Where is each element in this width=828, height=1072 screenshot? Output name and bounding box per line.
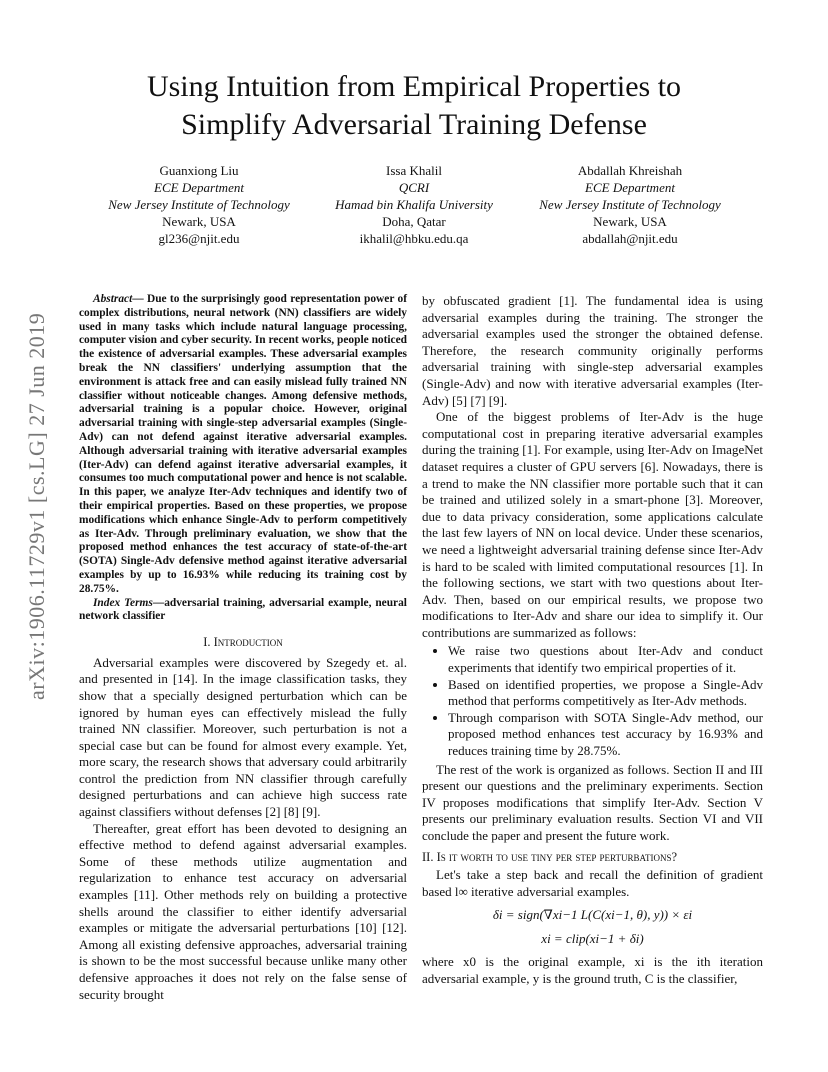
author-block-1 xyxy=(74,162,324,247)
author-inst: Hamad bin Khalifa University xyxy=(335,197,493,212)
abstract-text: — Due to the surprisingly good representation power of complex distributions, neural network (NN) classifiers are widely used in many tasks which include natural language processing, computer vision and cyber security. In recent works, people noticed the existence of adversarial examples. These adversarial examples break the NN classifiers' underlying assumption that the environment is attack free and can easily mislead fully trained NN classifier without noticeable changes. Among defensive methods, adversarial training is a popular choice. However, original adversarial training with single-step adversarial examples (Single-Adv) can not defend against iterative adversarial examples. Although adversarial training with iterative adversarial examples (Iter-Adv) can defend against iterative adversarial examples, it consumes too much computational power and hence is not scalable. In this paper, we analyze Iter-Adv techniques and identify two of their empirical properties. Based on these properties, we propose modifications which enhance Single-Adv to perform competitively as Iter-Adv. Through preliminary evaluation, we show that the proposed method enhances the test accuracy of state-of-the-art (SOTA) Single-Adv defensive method against iterative adversarial examples by up to 16.93% while reducing its training cost by 28.75%. xyxy=(79,293,407,595)
list-item: • Through comparison with SOTA Single-Adv method, our proposed method enhances test accuracy by 16.93% and reduces training time by 28.75%. xyxy=(448,710,763,760)
section-heading-introduction: I. Introduction xyxy=(203,635,283,650)
author-email: abdallah@njit.edu xyxy=(582,231,678,246)
author-block-3 xyxy=(505,162,755,247)
right-paragraph-2: One of the biggest problems of Iter-Adv is the huge computational cost in preparing iterative adversarial examples during the training [1]. For example, using Iter-Adv on ImageNet dataset requires a cluster of GPU servers [6]. Nowadays, there is a trend to make the NN classifier more portable such that it can be trained and utilized solely in a smart-phone [3]. Moreover, due to data privacy consideration, some applications calculate the last few layers of NN on local device. Under these scenarios, we need a lightweight adversarial training defense since Iter-Adv is hard to be scaled with limited computational resources [1]. In the following sections, we start with two questions about Iter-Adv. Then, based on our empirical results, we propose two modifications to Iter-Adv and share our idea to simplify it. Our contributions are summarized as follows: xyxy=(422,409,763,640)
paper-title xyxy=(0,68,828,144)
author-dept: ECE Department xyxy=(585,180,675,195)
author-loc: Newark, USA xyxy=(593,214,667,229)
arxiv-stamp: arXiv:1906.11729v1 [cs.LG] 27 Jun 2019 xyxy=(24,312,49,700)
intro-paragraph-2: Thereafter, great effort has been devoted to designing an effective method to defend against adversarial examples. Some of these methods utilize augmentation and regularization to enhance test accuracy on adversarial examples [11]. Other methods rely on building a protective shells around the classifier to either identify adversarial examples or mitigate the adversarial perturbations [10] [12]. Among all existing defensive approaches, adversarial training is shown to be the most successful because unlike many other defensive approaches it does not rely on the false sense of security brought xyxy=(79,820,407,1002)
left-column xyxy=(79,293,407,1003)
list-item: • We raise two questions about Iter-Adv and conduct experiments that identify two empirical properties of it. xyxy=(448,643,763,676)
contributions-list xyxy=(422,643,763,759)
title-line-1: Using Intuition from Empirical Properties to xyxy=(146,70,682,103)
index-terms-label: Index Terms xyxy=(93,596,153,609)
right-paragraph-3: The rest of the work is organized as follows. Section II and III present our questions and the preliminary experiments. Section IV proposes modifications that simplify Iter-Adv. Section V presents our preliminary evaluation results. Section VI and VII conclude the paper and present the future work. xyxy=(422,761,763,843)
right-paragraph-1: by obfuscated gradient [1]. The fundamental idea is using adversarial examples during the training. The stronger the adversarial examples used the stronger the obtained defense. Therefore, the research community originally performs adversarial training with single-step adversarial examples (Single-Adv) and now with iterative adversarial examples (Iter-Adv) [5] [7] [9]. xyxy=(422,293,763,408)
author-dept: QCRI xyxy=(398,180,430,195)
author-name: Issa Khalil xyxy=(386,163,442,178)
author-inst: New Jersey Institute of Technology xyxy=(108,197,290,212)
author-loc: Newark, USA xyxy=(162,214,236,229)
author-inst: New Jersey Institute of Technology xyxy=(539,197,721,212)
right-paragraph-5: where x0 is the original example, xi is the ith iteration adversarial example, y is the ground truth, C is the classifier, xyxy=(422,954,763,986)
title-line-2: Simplify Adversarial Training Defense xyxy=(181,108,647,141)
author-dept: ECE Department xyxy=(154,180,244,195)
author-name: Guanxiong Liu xyxy=(159,163,239,178)
author-email: ikhalil@hbku.edu.qa xyxy=(359,231,469,246)
author-email: gl236@njit.edu xyxy=(158,231,240,246)
section-heading-2: II. Is it worth to use tiny per step perturbations? xyxy=(422,849,678,864)
abstract-label: Abstract xyxy=(93,293,133,305)
intro-paragraph-1: Adversarial examples were discovered by Szegedy et. al. and presented in [14]. In the image classification tasks, they show that a specially designed perturbation which can be ignored by human eyes can effectively mislead the fully trained NN classifier. Moreover, such perturbation is not a special case but can be found for almost every example. Yet, more scary, the research shows that adversary could arbitrarily control the prediction from NN classifier through carefully designed perturbations and can achieve high success rate against classifiers without defenses [2] [8] [9]. xyxy=(79,654,407,820)
author-name: Abdallah Khreishah xyxy=(577,163,683,178)
index-terms xyxy=(79,597,407,625)
equation-2: xi = clip(xi−1 + δi) xyxy=(541,931,644,947)
right-column xyxy=(422,293,763,988)
list-item: • Based on identified properties, we propose a Single-Adv method that performs competitively as Iter-Adv methods. xyxy=(448,677,763,710)
right-paragraph-4: Let's take a step back and recall the definition of gradient based l∞ iterative adversarial examples. xyxy=(422,867,763,899)
equation-1: δi = sign(∇xi−1 L(C(xi−1, θ), y)) × εi xyxy=(492,907,693,923)
index-terms-text: —adversarial training, adversarial example, neural network classifier xyxy=(79,596,407,623)
author-block-2 xyxy=(289,162,539,247)
author-loc: Doha, Qatar xyxy=(382,214,446,229)
abstract xyxy=(79,293,407,597)
